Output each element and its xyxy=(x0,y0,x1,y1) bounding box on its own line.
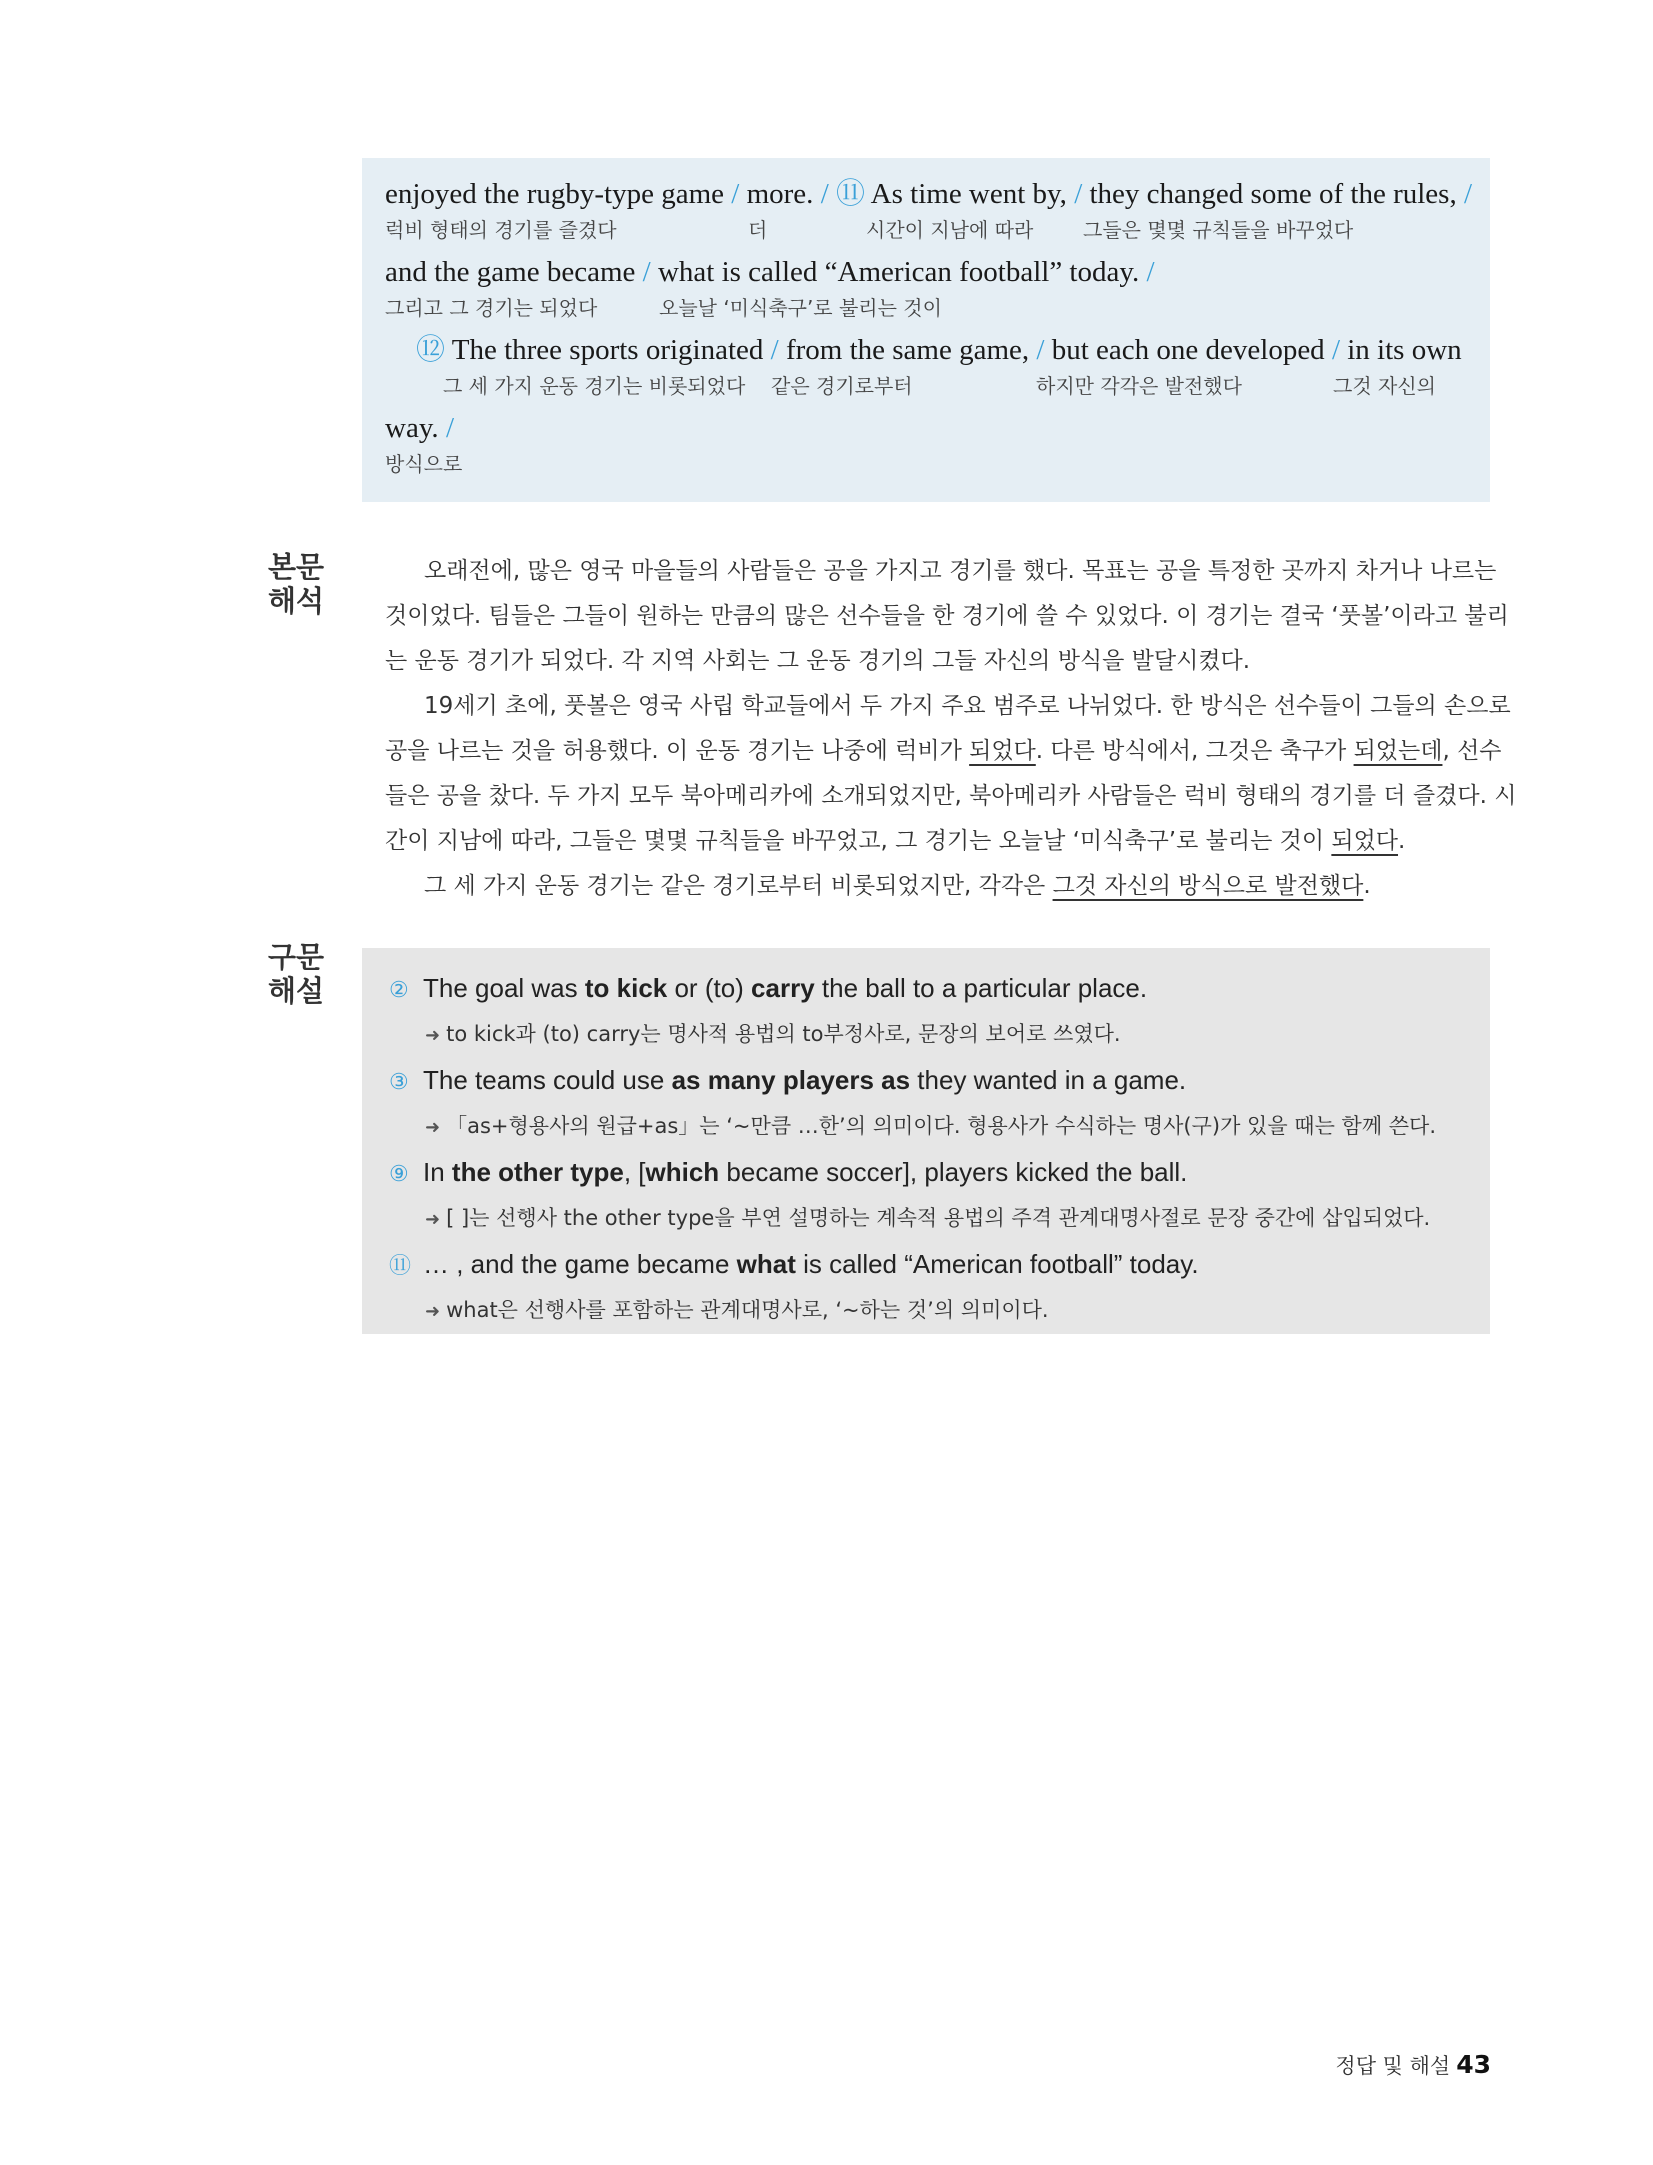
key-phrase: the other type xyxy=(451,1157,624,1187)
english-text: but each one developed xyxy=(1044,334,1332,366)
korean-gloss: 그 세 가지 운동 경기는 비롯되었다 xyxy=(443,374,746,398)
sentence-text: is called “American football” today. xyxy=(795,1249,1199,1279)
grammar-note xyxy=(389,1104,1490,1150)
text-run: 공을 나르는 것을 허용했다. 이 운동 경기는 나중에 럭비가 xyxy=(385,738,970,764)
sentence-number: ② xyxy=(389,977,409,1002)
korean-gloss: 오늘날 ‘미식축구’로 불리는 것이 xyxy=(659,296,942,320)
page-number: 43 xyxy=(1456,2050,1491,2079)
english-text: more. xyxy=(739,178,821,210)
english-text: As time went by, xyxy=(865,178,1075,210)
text-run: . xyxy=(1363,873,1371,899)
arrow-icon: ➜ xyxy=(425,1301,441,1322)
sentence-text: The teams could use xyxy=(423,1065,672,1095)
grammar-sentence xyxy=(389,1150,1490,1196)
translation-paragraph-3 xyxy=(385,864,1470,909)
grammar-note-text: to kick과 (to) carry는 명사적 용법의 to부정사로, 문장의 보어로 쓰였다. xyxy=(446,1022,1121,1046)
korean-gloss: 방식으로 xyxy=(385,452,463,476)
grammar-item xyxy=(389,966,1490,1058)
english-text: enjoyed the rugby-type game xyxy=(385,178,732,210)
label-grammar xyxy=(268,940,338,1008)
english-text: they changed some of the rules, xyxy=(1082,178,1464,210)
label-translation xyxy=(268,550,338,618)
translation-paragraph-2 xyxy=(385,684,1517,864)
grammar-note xyxy=(389,1288,1490,1334)
korean-gloss: 그들은 몇몇 규칙들을 바꾸었다 xyxy=(1083,218,1354,242)
translation-line: 오래전에, 많은 영국 마을들의 사람들은 공을 가지고 경기를 했다. 목표는 공을 특정한 곳까지 차거나 나르는 xyxy=(424,558,1497,584)
grammar-note-text: [ ]는 선행사 the other type을 부연 설명하는 계속적 용법의 주격 관계대명사절로 문장 중간에 삽입되었다. xyxy=(446,1206,1431,1230)
korean-gloss-row xyxy=(385,290,1467,320)
key-phrase: as many players as xyxy=(671,1065,911,1095)
translation-line: 는 운동 경기가 되었다. 각 지역 사회는 그 운동 경기의 그들 자신의 방식을 발달시켰다. xyxy=(385,648,1251,674)
sentence-number: ③ xyxy=(389,1069,409,1094)
grammar-item xyxy=(389,1058,1490,1150)
translation-line: 19세기 초에, 풋볼은 영국 사립 학교들에서 두 가지 주요 범주로 나뉘었다. 한 방식은 선수들이 그들의 손으로 xyxy=(424,693,1511,719)
key-phrase: to kick xyxy=(584,973,668,1003)
label-translation-text: 본문 해석 xyxy=(268,550,325,618)
text-run: , 선수 xyxy=(1442,738,1502,764)
grammar-sentence xyxy=(389,966,1490,1012)
grammar-note-text: what은 선행사를 포함하는 관계대명사로, ‘~하는 것’의 의미이다. xyxy=(446,1298,1049,1322)
underlined-verb: 되었다 xyxy=(1331,828,1399,854)
text-run: 그 세 가지 운동 경기는 같은 경기로부터 비롯되었지만, 각각은 xyxy=(424,873,1053,899)
grammar-note-text: 「as+형용사의 원급+as」는 ‘~만큼 …한’의 의미이다. 형용사가 수식하는 명사(구)가 있을 때는 함께 쓴다. xyxy=(446,1114,1437,1138)
chunk-line xyxy=(385,176,1473,254)
chunk-line xyxy=(385,410,1467,488)
grammar-sentence xyxy=(389,1242,1490,1288)
chunk-slash: / xyxy=(1036,334,1045,366)
grammar-explanation-box xyxy=(362,948,1490,1334)
english-chunk-row xyxy=(385,410,1467,446)
korean-gloss-row xyxy=(416,368,1467,398)
korean-translation xyxy=(385,549,1517,909)
text-run: . xyxy=(1398,828,1406,854)
chunk-slash: / xyxy=(642,256,651,288)
chunk-slash: / xyxy=(1331,334,1340,366)
english-chunk-row xyxy=(385,176,1473,212)
korean-gloss: 그리고 그 경기는 되었다 xyxy=(385,296,598,320)
grammar-item xyxy=(389,1242,1490,1334)
english-text: and the game became xyxy=(385,256,643,288)
chunk-line xyxy=(385,254,1467,332)
arrow-icon: ➜ xyxy=(425,1209,441,1230)
english-text: from the same game, xyxy=(778,334,1037,366)
sentence-number: ⑨ xyxy=(389,1161,409,1186)
english-text: way. xyxy=(385,412,446,444)
key-phrase: carry xyxy=(751,973,815,1003)
english-text: in its own xyxy=(1340,334,1462,366)
korean-gloss-row xyxy=(385,446,1467,476)
sentence-text: In xyxy=(423,1157,452,1187)
chunk-slash: / xyxy=(1146,256,1155,288)
korean-gloss-row xyxy=(385,212,1467,242)
underlined-verb: 되었다 xyxy=(969,738,1036,764)
translation-paragraph-1 xyxy=(385,549,1509,684)
sentence-text: they wanted in a game. xyxy=(910,1065,1187,1095)
sentence-number: ⑪ xyxy=(389,1253,412,1278)
sentence-text: became soccer], players kicked the ball. xyxy=(719,1157,1188,1187)
english-text xyxy=(829,178,836,210)
label-grammar-text: 구문 해설 xyxy=(268,940,325,1008)
grammar-note xyxy=(389,1196,1490,1242)
chunk-translation-box xyxy=(362,158,1490,502)
chunk-slash: / xyxy=(820,178,829,210)
korean-gloss: 하지만 각각은 발전했다 xyxy=(1036,374,1242,398)
sentence-text: or (to) xyxy=(667,973,752,1003)
key-phrase: which xyxy=(645,1157,720,1187)
page-footer xyxy=(1335,2050,1491,2080)
chunk-line xyxy=(385,332,1467,410)
english-chunk-row xyxy=(416,332,1467,368)
chunk-slash: / xyxy=(1463,178,1473,210)
chunk-slash: / xyxy=(770,334,779,366)
grammar-note xyxy=(389,1012,1490,1058)
footer-label: 정답 및 해설 xyxy=(1335,2054,1451,2078)
sentence-number: ⑪ xyxy=(836,178,866,210)
chunk-slash: / xyxy=(445,412,454,444)
translation-line: 들은 공을 찼다. 두 가지 모두 북아메리카에 소개되었지만, 북아메리카 사람들은 럭비 형태의 경기를 더 즐겼다. 시 xyxy=(385,783,1517,809)
english-text: what is called “American football” today. xyxy=(650,256,1147,288)
english-chunk-row xyxy=(385,254,1467,290)
underlined-verb: 되었는데 xyxy=(1353,738,1443,764)
sentence-text: … , and the game became xyxy=(423,1249,737,1279)
translation-line: 것이었다. 팀들은 그들이 원하는 만큼의 많은 선수들을 한 경기에 쓸 수 있었다. 이 경기는 결국 ‘풋볼’이라고 불리 xyxy=(385,603,1509,629)
chunk-slash: / xyxy=(731,178,740,210)
sentence-text: , [ xyxy=(623,1157,646,1187)
sentence-number: ⑫ xyxy=(416,334,446,366)
chunk-slash: / xyxy=(1074,178,1083,210)
grammar-sentence xyxy=(389,1058,1490,1104)
translation-line xyxy=(385,819,1470,864)
korean-gloss: 더 xyxy=(748,218,768,242)
korean-gloss: 같은 경기로부터 xyxy=(771,374,913,398)
key-phrase: what xyxy=(736,1249,796,1279)
translation-line xyxy=(385,729,1502,774)
translation-line xyxy=(385,864,1470,909)
text-run: 간이 지남에 따라, 그들은 몇몇 규칙들을 바꾸었고, 그 경기는 오늘날 ‘미식축구’로 불리는 것이 xyxy=(385,828,1332,854)
grammar-item xyxy=(389,1150,1490,1242)
english-text: The three sports originated xyxy=(445,334,771,366)
sentence-text: the ball to a particular place. xyxy=(814,973,1148,1003)
text-run: . 다른 방식에서, 그것은 축구가 xyxy=(1035,738,1354,764)
korean-gloss: 럭비 형태의 경기를 즐겼다 xyxy=(385,218,617,242)
korean-gloss: 시간이 지남에 따라 xyxy=(866,218,1034,242)
arrow-icon: ➜ xyxy=(425,1025,441,1046)
underlined-phrase: 그것 자신의 방식으로 발전했다 xyxy=(1052,873,1364,899)
arrow-icon: ➜ xyxy=(425,1117,441,1138)
korean-gloss: 그것 자신의 xyxy=(1333,374,1436,398)
sentence-text: The goal was xyxy=(423,973,585,1003)
